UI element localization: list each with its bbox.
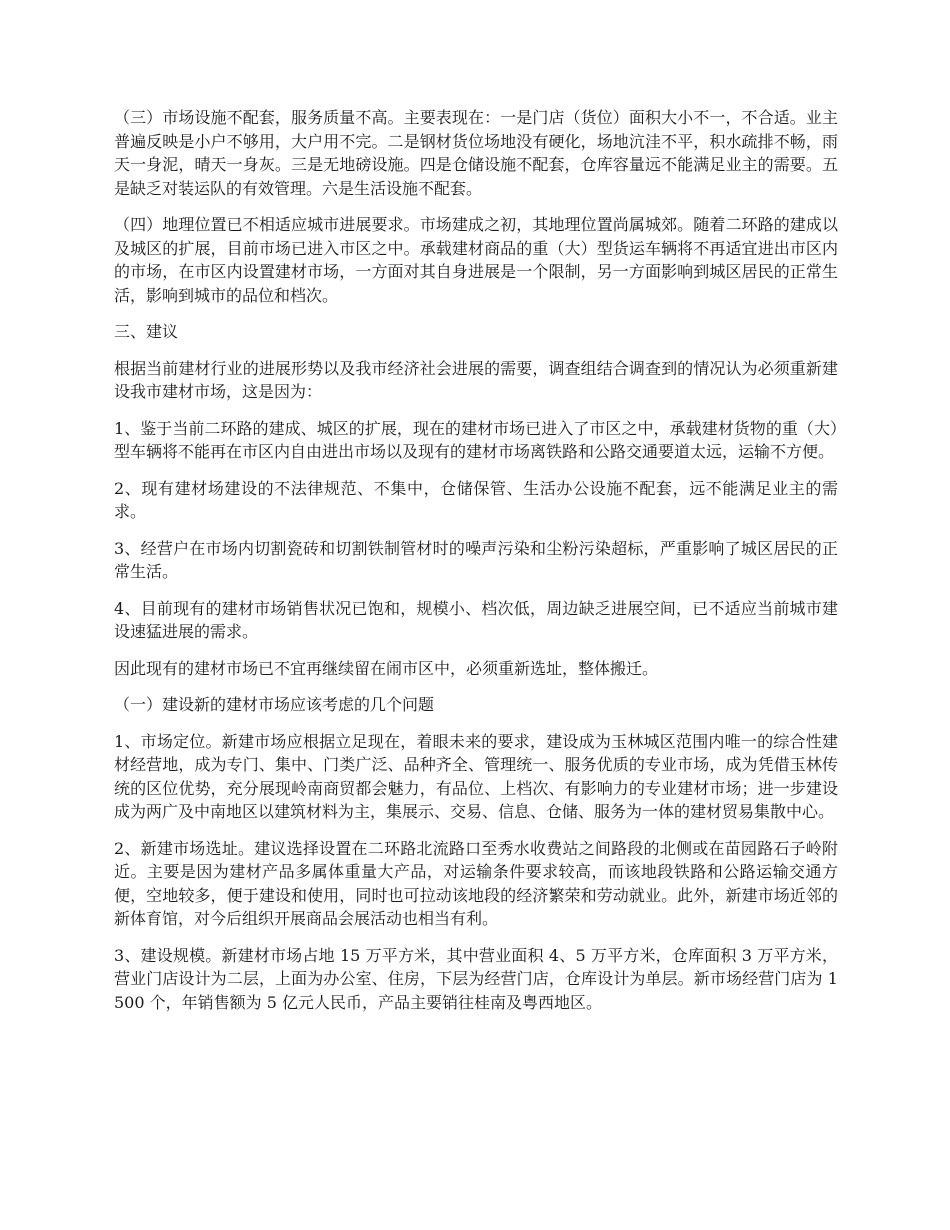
paragraph-relocation-conclusion: 因此现有的建材市场已不宜再继续留在闹市区中，必须重新选址，整体搬迁。 <box>114 658 659 678</box>
paragraph-construction-scale: 3、建设规模。新建材市场占地 15 万平方米，其中营业面积 4、5 万平方米，仓库面积 3 万平方米，营业门店设计为二层，上面为办公室、住房，下层为经营门店，仓库设计为单层。新市场经营门店为 1500 个，年销售额为 5 亿元人民币，产品主要销往桂南及粤西地区。 <box>114 945 838 1012</box>
paragraph-rebuild-rationale: 根据当前建材行业的进展形势以及我市经济社会进展的需要，调查组结合调查到的情况认为必须重新建设我市建材市场，这是因为： <box>114 358 838 401</box>
paragraph-reason-4: 4、目前现有的建材市场销售状况已饱和，规模小、档次低，周边缺乏进展空间，已不适应当前城市建设速猛进展的需求。 <box>114 598 838 641</box>
paragraph-reason-2: 2、现有建材场建设的不法律规范、不集中，仓储保管、生活办公设施不配套，远不能满足业主的需求。 <box>114 478 838 521</box>
section-heading-suggestions: 三、建议 <box>114 322 179 341</box>
subsection-heading-considerations: （一）建设新的建材市场应该考虑的几个问题 <box>114 695 435 714</box>
paragraph-market-facilities: （三）市场设施不配套，服务质量不高。主要表现在：一是门店（货位）面积大小不一，不合适。业主普遍反映是小户不够用，大户用不完。二是钢材货位场地没有硬化，场地沆洼不平，积水疏排不畅，雨天一身泥，晴天一身灰。三是无地磅设施。四是仓储设施不配套，仓库容量远不能满足业主的需要。五是缺乏对装运队的有效管理。六是生活设施不配套。 <box>114 108 838 198</box>
paragraph-reason-3: 3、经营户在市场内切割瓷砖和切割铁制管材时的噪声污染和尘粉污染超标，严重影响了城区居民的正常生活。 <box>114 538 838 581</box>
document-body <box>114 106 838 1014</box>
paragraph-site-selection: 2、新建市场选址。建议选择设置在二环路北流路口至秀水收费站之间路段的北侧或在苗园路石子岭附近。主要是因为建材产品多属体重量大产品，对运输条件要求较高，而该地段铁路和公路运输交通方便，空地较多，便于建设和使用，同时也可拉动该地段的经济繁荣和劳动就业。此外，新建市场近邻的新体育馆，对今后组织开展商品会展活动也相当有利。 <box>114 838 838 928</box>
paragraph-market-positioning: 1、市场定位。新建市场应根据立足现在，着眼未来的要求，建设成为玉林城区范围内唯一的综合性建材经营地，成为专门、集中、门类广泛、品种齐全、管理统一、服务优质的专业市场，成为凭借玉林传统的区位优势，充分展现岭南商贸都会魅力，有品位、上档次、有影响力的专业建材市场；进一步建设成为两广及中南地区以建筑材料为主，集展示、交易、信息、仓储、服务为一体的建材贸易集散中心。 <box>114 731 838 821</box>
paragraph-reason-1: 1、鉴于当前二环路的建成、城区的扩展，现在的建材市场已进入了市区之中，承载建材货物的重（大）型车辆将不能再在市区内自由进出市场以及现有的建材市场离铁路和公路交通要道太远，运输不方便。 <box>114 418 838 461</box>
paragraph-geographic-location: （四）地理位置已不相适应城市进展要求。市场建成之初，其地理位置尚属城郊。随着二环路的建成以及城区的扩展，目前市场已进入市区之中。承载建材商品的重（大）型货运车辆将不再适宜进出市区内的市场，在市区内设置建材市场，一方面对其自身进展是一个限制，另一方面影响到城区居民的正常生活，影响到城市的品位和档次。 <box>114 215 838 305</box>
